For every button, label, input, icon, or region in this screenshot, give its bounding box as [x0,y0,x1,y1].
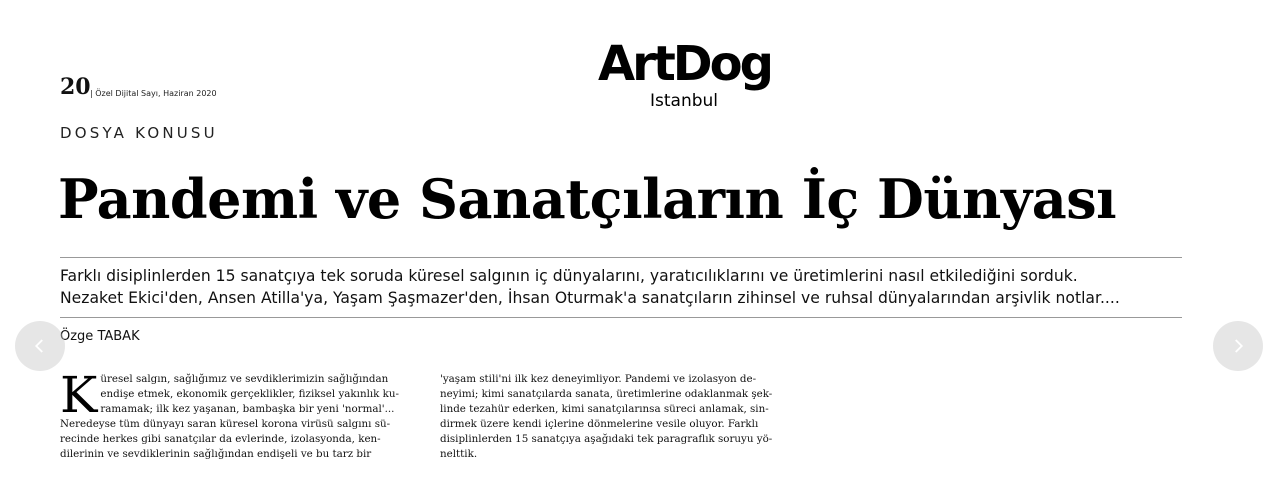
body-line: endişe etmek, ekonomik gerçeklikler, fiziksel yakınlık ku- [100,387,400,400]
body-line: Neredeyse tüm dünyayı saran küresel korona virüsü salgını sü- [60,417,391,430]
body-line: dilerinin ve sevdiklerinin sağlığından endişeli ve bu tarz bir [60,447,372,460]
body-line: ramamak; ilk kez yaşanan, bambaşka bir yeni 'normal'... [100,402,395,415]
body-line: disiplinlerden 15 sanatçıya aşağıdaki tek paragraflık soruyu yö- [440,432,773,445]
body-line: linde tezahür ederken, kimi sanatçılarınsa süreci anlamak, sin- [440,402,769,415]
top-rule [60,257,1182,258]
drop-cap: K [60,366,98,424]
bottom-rule [60,317,1182,318]
body-line: neyimi; kimi sanatçılarda sanata, üretimlerine odaklanmak şek- [440,387,773,400]
article-lead [60,265,1190,309]
body-line: recinde herkes gibi sanatçılar da evlerinde, izolasyonda, ken- [60,432,381,445]
body-column-1 [60,366,422,461]
lead-line: Nezaket Ekici'den, Ansen Atilla'ya, Yaşam Şaşmazer'den, İhsan Oturmak'a sanatçıların zihinsel ve ruhsal dünyalarından arşivlik notlar.... [60,289,1120,307]
logo-main-text: ArtDog [598,36,771,92]
next-page-button[interactable] [1213,321,1263,371]
body-column-2 [440,372,802,461]
chevron-right-icon [1229,337,1247,355]
article-title: Pandemi ve Sanatçıların İç Dünyası [58,167,1117,231]
chevron-left-icon [31,337,49,355]
artdog-logo [598,36,778,120]
prev-page-button[interactable] [15,321,65,371]
author-name: Özge TABAK [60,329,140,344]
page-number: 20 [60,74,91,100]
body-line: 'yaşam stili'ni ilk kez deneyimliyor. Pandemi ve izolasyon de- [440,373,757,385]
body-line: nelttik. [440,447,478,460]
body-line: üresel salgın, sağlığımız ve sevdiklerimizin sağlığından [100,373,389,385]
body-line: dirmek üzere kendi içlerine dönmelerine vesile oluyor. Farklı [440,417,759,430]
lead-line: Farklı disiplinlerden 15 sanatçıya tek soruda küresel salgının iç dünyalarını, yaratıcılıklarını ve üretimlerini nasıl etkilediğini sorduk. [60,267,1078,285]
section-label: DOSYA KONUSU [60,124,218,142]
logo-sub-text: Istanbul [650,91,719,111]
issue-label: | Özel Dijital Sayı, Haziran 2020 [90,89,217,98]
